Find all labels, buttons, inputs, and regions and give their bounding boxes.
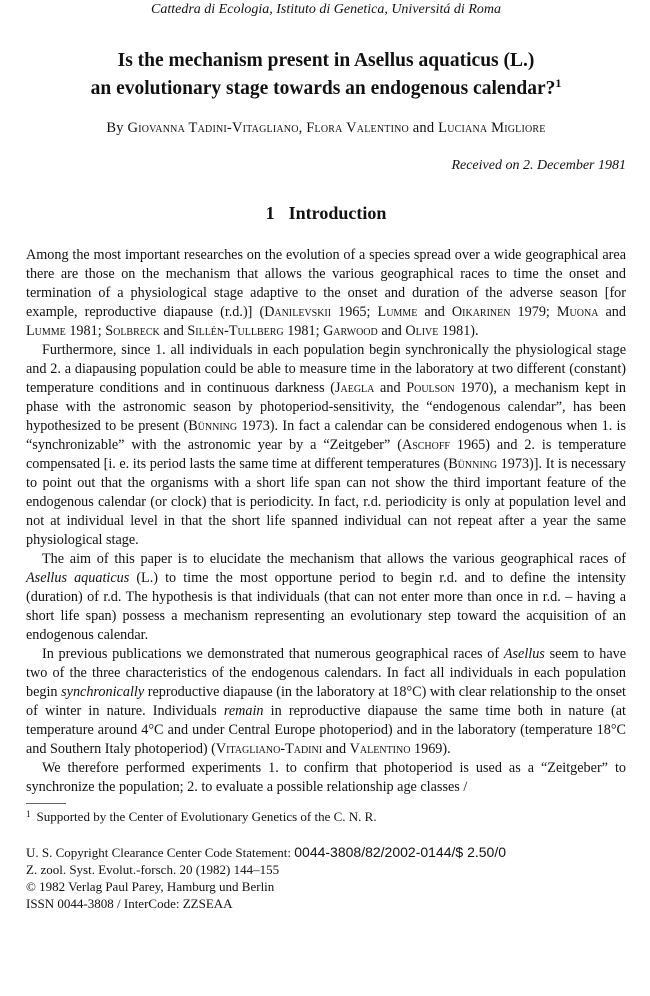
citation-author: Lumme — [377, 304, 418, 320]
paragraph-4 — [26, 645, 626, 759]
body-text — [26, 246, 626, 797]
p1-text: and — [598, 304, 626, 320]
p4-text: In previous publications we demonstrated that numerous geographical races of — [42, 646, 504, 662]
copyright-label: U. S. Copyright Clearance Center Code Statement: — [26, 845, 295, 860]
footnote — [26, 808, 626, 825]
citation-author: Valentino — [349, 741, 411, 757]
issn-line: ISSN 0044-3808 / InterCode: ZZSEAA — [26, 896, 233, 911]
p1-text: and — [377, 323, 406, 339]
genus-name: Asellus — [503, 646, 545, 662]
p1-text: and — [417, 304, 452, 320]
title-line-2-text: an evolutionary stage towards an endogenous calendar? — [90, 78, 556, 99]
author-separator: , — [298, 120, 307, 136]
p1-text: 1981; — [283, 323, 324, 339]
received-date: Received on 2. December 1981 — [451, 158, 626, 173]
title-line-1: Is the mechanism present in Asellus aquaticus (L.) — [117, 50, 535, 71]
emphasis: remain — [223, 703, 264, 719]
p1-text: and — [159, 323, 188, 339]
paragraph-2 — [26, 341, 626, 550]
citation-author: Solbreck — [105, 323, 160, 339]
p2-text: 1970), a mechanism kept in phase with the astronomic season by photoperiod-sensitivity, the “endogenous calendar”, has been hypothesized to be present ( — [26, 380, 626, 434]
publication-meta — [26, 844, 626, 912]
paragraph-5 — [26, 759, 626, 797]
footnote-text: Supported by the Center of Evolutionary Genetics of the C. N. R. — [36, 809, 377, 824]
copyright-code: 0044-3808/82/2002-0144/$ 2.50/0 — [294, 844, 506, 860]
p1-text: 1981; — [65, 323, 106, 339]
p1-text: 1965; — [331, 304, 378, 320]
p4-text: seem to have two of the three characteristics of the endogenous calendars. In fact all individuals in each population begin — [26, 646, 627, 700]
p1-text: 1981). — [438, 323, 479, 339]
footnote-mark: 1 — [26, 809, 31, 819]
citation-author: Aschoff — [401, 437, 450, 453]
paragraph-1 — [26, 246, 626, 341]
author-line — [26, 119, 626, 137]
citation-author: Bünning — [448, 456, 498, 472]
citation-author: Muona — [556, 304, 599, 320]
citation-author: Lumme — [26, 323, 66, 339]
author-2: Flora Valentino — [306, 120, 409, 136]
p4-text: in reproductive diapause the same time both in nature (at temperature around 4°C and under Central Europe photoperiod) and in the laboratory (temperature 18°C and Southern Italy photoperiod) ( — [26, 703, 627, 757]
p4-text: and — [322, 741, 350, 757]
citation-author: Poulson — [406, 380, 455, 396]
paper-title — [26, 47, 626, 103]
author-and: and — [408, 120, 439, 136]
p2-text: and — [374, 380, 407, 396]
citation-author: Bünning — [188, 418, 238, 434]
publisher-line: © 1982 Verlag Paul Parey, Hamburg und Berlin — [26, 879, 275, 894]
citation-author: Jaegla — [334, 380, 375, 396]
paragraph-3 — [26, 550, 626, 645]
emphasis: synchronically — [61, 684, 145, 700]
title-footnote-mark: 1 — [555, 76, 562, 90]
citation-author: Oikarinen — [451, 304, 511, 320]
p5-text: We therefore performed experiments 1. to confirm that photoperiod is used as a “Zeitgeber” to synchronize the population; 2. to evaluate a possible relationship age classes / — [26, 760, 626, 795]
author-1: Giovanna Tadini-Vitagliano — [127, 120, 299, 136]
citation-author: Danilevskii — [264, 304, 332, 320]
p2-text: 1965) and 2. is temperature compensated [i. e. its period lasts the same time at different temperatures ( — [26, 437, 626, 472]
title-line-2 — [26, 75, 626, 103]
author-3: Luciana Migliore — [438, 120, 546, 136]
p2-text: 1973). In fact a calendar can be considered endogenous when 1. is “synchronizable” with the astronomic year by a “Zeitgeber” ( — [26, 418, 627, 453]
citation-author: Sillén-Tullberg — [187, 323, 284, 339]
citation-author: Vitagliano-Tadini — [215, 741, 323, 757]
p1-text: Among the most important researches on the evolution of a species spread over a wide geographical area there are those on the mechanism that allows the various geographical races to time the onset and termination of a physiological stage adaptive to the onset and duration of the adverse season [for example, reproductive diapause (r.d.)] ( — [26, 247, 626, 320]
p2-text: 1973)]. It is necessary to point out that the organisms with a short life span can not show the third important feature of the endogenous calendar (or clock) that is periodicity. In fact, r.d. periodicity is only at population level and not at individual level in that the short life spanned individual can not repeat after a year the same physiological stage. — [26, 456, 626, 548]
species-name: Asellus aquaticus — [26, 570, 130, 586]
p4-text: 1969). — [410, 741, 451, 757]
p2-text: Furthermore, since 1. all individuals in each population begin synchronically the physiological stage and 2. a diapausing population could be able to measure time in the laboratory at two different (constant) temperature conditions and in continuous darkness ( — [26, 342, 626, 396]
copyright-statement — [26, 844, 626, 861]
footnote-divider — [26, 803, 66, 804]
section-heading — [26, 202, 626, 224]
by-label: By — [106, 120, 124, 136]
p3-text: (L.) to time the most opportune period to begin r.d. and to define the intensity (duration) of r.d. The hypothesis is that individuals (that can not enter more than once in r.d. – having a short life span) possess a mechanism representing an evolutionary step toward the acquisition of an endogenous calendar. — [26, 570, 626, 643]
p1-text: 1979; — [510, 304, 557, 320]
p4-text: reproductive diapause (in the laboratory at 18°C) with clear relationship to the onset of winter in nature. Individuals — [26, 684, 626, 719]
journal-citation: Z. zool. Syst. Evolut.-forsch. 20 (1982) 144–155 — [26, 862, 280, 877]
section-title-text: Introduction — [288, 203, 387, 223]
section-number: 1 — [265, 203, 275, 223]
citation-author: Garwood — [323, 323, 378, 339]
affiliation-header: Cattedra di Ecologia, Istituto di Genetica, Universitá di Roma — [151, 2, 501, 17]
citation-author: Olive — [405, 323, 439, 339]
p3-text: The aim of this paper is to elucidate the mechanism that allows the various geographical races of — [42, 551, 626, 567]
